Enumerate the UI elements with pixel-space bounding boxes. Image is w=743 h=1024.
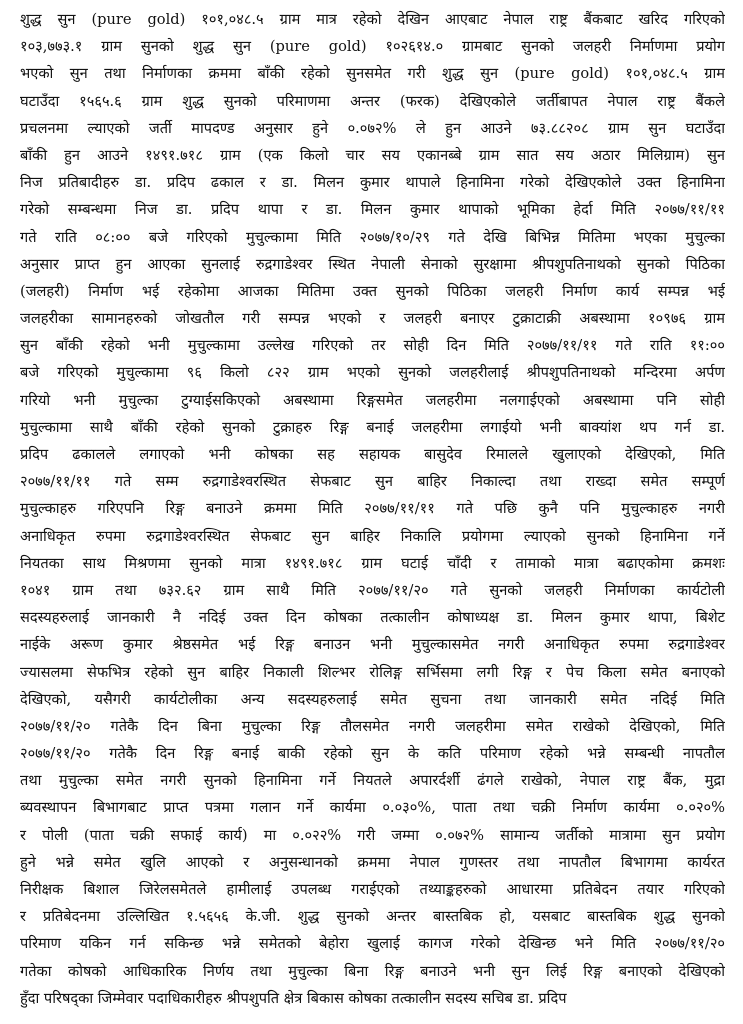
document-page: [20, 6, 725, 1012]
text-line-15: गरियो भनी मुचुल्का टुग्याईसकिएको अबस्थामा रिङ्गसमेत जलहरीमा नलगाईएको अबस्थामा पनि सोही: [20, 391, 725, 409]
text-line-3: भएको सुन तथा निर्माणका क्रममा बाँकी रहेको सुनसमेत गरी शुद्ध सुन (pure gold) १०१,०४८.५ ग्राम: [20, 65, 725, 83]
text-line-14: बजे गरिएको मुचुल्कामा ९६ किलो ८२२ ग्राम भएको सुनको जलहरीलाई श्रीपशुपतिनाथको मन्दिरमा अर्पण: [20, 364, 725, 382]
text-line-18: २०७७/११/११ गते सम्म रुद्रगाडेश्वरस्थित सेफबाट सुन बाहिर निकाल्दा तथा राख्दा समेत सम्पूर्ण: [20, 473, 725, 491]
text-line-37: हुँदा परिषद्का जिम्मेवार पदाधिकारीहरु श्रीपशुपति क्षेत्र बिकास कोषका तत्कालीन सदस्य सचिब डा. प्रदिप: [20, 989, 567, 1007]
text-line-2: १०३,७७३.१ ग्राम सुनको शुद्ध सुन (pure gold) १०२६१४.० ग्रामबाट सुनको जलहरी निर्माणमा प्रयोग: [20, 38, 725, 56]
text-line-21: नियतका साथ मिश्रणमा सुनको मात्रा १४९१.७१८ ग्राम घटाई चाँदी र तामाको मात्रा बढाएकोमा क्रमशः: [20, 554, 725, 572]
text-line-13: सुन बाँकी रहेको भनी मुचुल्कामा उल्लेख गरिएको तर सोही दिन मिति २०७७/११/११ गते राति ११:००: [20, 337, 725, 355]
text-line-10: अनुसार प्राप्त हुन आएका सुनलाई रुद्रगाडेश्वर स्थित नेपाली सेनाको सुरक्षामा श्रीपशुपतिनाथको सुनको पिठिका: [20, 255, 725, 273]
text-line-5: प्रचलनमा ल्याएको जर्ती मापदण्ड अनुसार हुने ०.०७२% ले हुन आउने ७३.८८२०८ ग्राम सुन घटाउँदा: [20, 119, 725, 137]
text-line-7: निज प्रतिबादीहरु डा. प्रदिप ढकाल र डा. मिलन कुमार थापाले हिनामिना गरेको देखिएकोले उक्त हिनामिना: [20, 174, 725, 192]
text-line-11: (जलहरी) निर्माण भई रहेकोमा आजका मितिमा उक्त सुनको पिठिका जलहरी निर्माण कार्य सम्पन्न भई: [20, 282, 725, 300]
text-line-29: तथा मुचुल्का समेत नगरी सुनको हिनामिना गर्ने नियतले अपारर्दर्शी ढंगले राखेको, नेपाल राष्ट्र बैंक, मुद्रा: [20, 772, 725, 790]
text-line-4: घटाउँदा १५६५.६ ग्राम शुद्ध सुनको परिमाणमा अन्तर (फरक) देखिएकोले जर्तीबापत नेपाल राष्ट्र बैंकले: [20, 92, 725, 110]
text-line-9: गते राति ०८:०० बजे गरिएको मुचुल्कामा मिति २०७७/१०/२९ गते देखि बिभिन्न मितिमा भएका मुचुल्का: [20, 228, 725, 246]
text-line-24: नाईके अरूण कुमार श्रेष्ठसमेत भई रिङ्ग बनाउन भनी मुचुल्कासमेत नगरी अनाधिकृत रुपमा रुद्रगाडेश्वर: [20, 636, 725, 654]
text-line-22: १०४१ ग्राम तथा ७३२.६२ ग्राम साथै मिति २०७७/११/२० गते सुनको जलहरी निर्माणका कार्यटोली: [20, 581, 725, 599]
text-line-19: मुचुल्काहरु गरिएपनि रिङ्ग बनाउने क्रममा मिति २०७७/११/११ गते पछि कुनै पनि मुचुल्काहरु नगरी: [20, 500, 725, 518]
text-line-28: २०७७/११/२० गतेकै दिन रिङ्ग बनाई बाकी रहेको सुन के कति परिमाण रहेको भन्ने सम्बन्धी नापतौल: [20, 745, 725, 763]
text-line-8: गरेको सम्बन्धमा निज डा. प्रदिप थापा र डा. मिलन कुमार थापाको भूमिका हेर्दा मिति २०७७/११/११: [20, 201, 725, 219]
text-line-16: मुचुल्कामा साथै बाँकी रहेको सुनको टुक्राहरु रिङ्ग बनाई जलहरीमा लगाईयो भनी बाक्यांश थप गर्न डा.: [20, 418, 725, 436]
text-line-31: र पोली (पाता चक्री सफाई कार्य) मा ०.०२२% गरी जम्मा ०.०७२% सामान्य जर्तीको मात्रामा सुन प्रयोग: [20, 826, 725, 844]
text-line-36: गतेका कोषको आधिकारिक निर्णय तथा मुचुल्का बिना रिङ्ग बनाउने भनी सुन लिई रिङ्ग बनाएको देखिएको: [20, 962, 725, 980]
text-line-23: सदस्यहरुलाई जानकारी नै नदिई उक्त दिन कोषका तत्कालीन कोषाध्यक्ष डा. मिलन कुमार थापा, बिशेट: [20, 609, 725, 627]
text-line-32: हुने भन्ने समेत खुलि आएको र अनुसन्धानको क्रममा नेपाल गुणस्तर तथा नापतौल बिभागमा कार्यरत: [20, 853, 725, 871]
text-line-17: प्रदिप ढकालले लगाएको भनी कोषका सह सहायक बासुदेव रिमालले खुलाएको देखिएको, मिति: [20, 446, 725, 463]
text-line-1: शुद्ध सुन (pure gold) १०१,०४८.५ ग्राम मात्र रहेको देखिन आएबाट नेपाल राष्ट्र बैंकबाट खरिद गरिएको: [20, 11, 725, 28]
text-line-27: २०७७/११/२० गतेकै दिन बिना मुचुल्का रिङ्ग तौलसमेत नगरी जलहरीमा समेत राखेको देखिएको, मिति: [20, 717, 725, 735]
text-line-33: निरीक्षक बिशाल जिरेलसमेतले हामीलाई उपलब्ध गराईएको तथ्याङ्कहरुको आधारमा प्रतिबेदन तयार गरिएको: [20, 881, 725, 898]
text-line-20: अनाधिकृत रुपमा रुद्रगाडेश्वरस्थित सेफबाट सुन बाहिर निकालि प्रयोगमा ल्याएको सुनको हिनामिना गर्ने: [20, 527, 725, 545]
text-line-35: परिमाण यकिन गर्न सकिन्छ भन्ने समेतको बेहोरा खुलाई कागज गरेको देखिन्छ भने मिति २०७७/११/२०: [20, 935, 725, 953]
text-line-6: बाँकी हुन आउने १४९१.७१८ ग्राम (एक किलो चार सय एकानब्बे ग्राम सात सय अठार मिलिग्राम) सुन: [20, 146, 725, 164]
text-line-26: देखिएको, यसैगरी कार्यटोलीका अन्य सदस्यहरुलाई समेत सुचना तथा जानकारी समेत नदिई मिति: [20, 690, 725, 708]
text-line-12: जलहरीका सामानहरुको जोखतौल गरी सम्पन्न भएको र जलहरी बनाएर टुक्राटाक्री अबस्थामा १०९७६ ग्राम: [20, 310, 725, 328]
text-line-30: ब्यवस्थापन बिभागबाट प्राप्त पत्रमा गलान गर्ने कार्यमा ०.०३०%, पाता तथा चक्री निर्माण कार्यमा ०.०२०%: [20, 799, 725, 817]
text-line-25: ज्यासलमा सेफभित्र रहेको सुन बाहिर निकाली शिल्भर रोलिङ्ग सर्भिसमा लगी रिङ्ग र पेच किला समेत बनाएको: [20, 663, 725, 681]
text-line-34: र प्रतिबेदनमा उल्लिखित १.५६५६ के.जी. शुद्ध सुनको अन्तर बास्तबिक हो, यसबाट बास्तबिक शुद्ध सुनको: [20, 908, 725, 926]
